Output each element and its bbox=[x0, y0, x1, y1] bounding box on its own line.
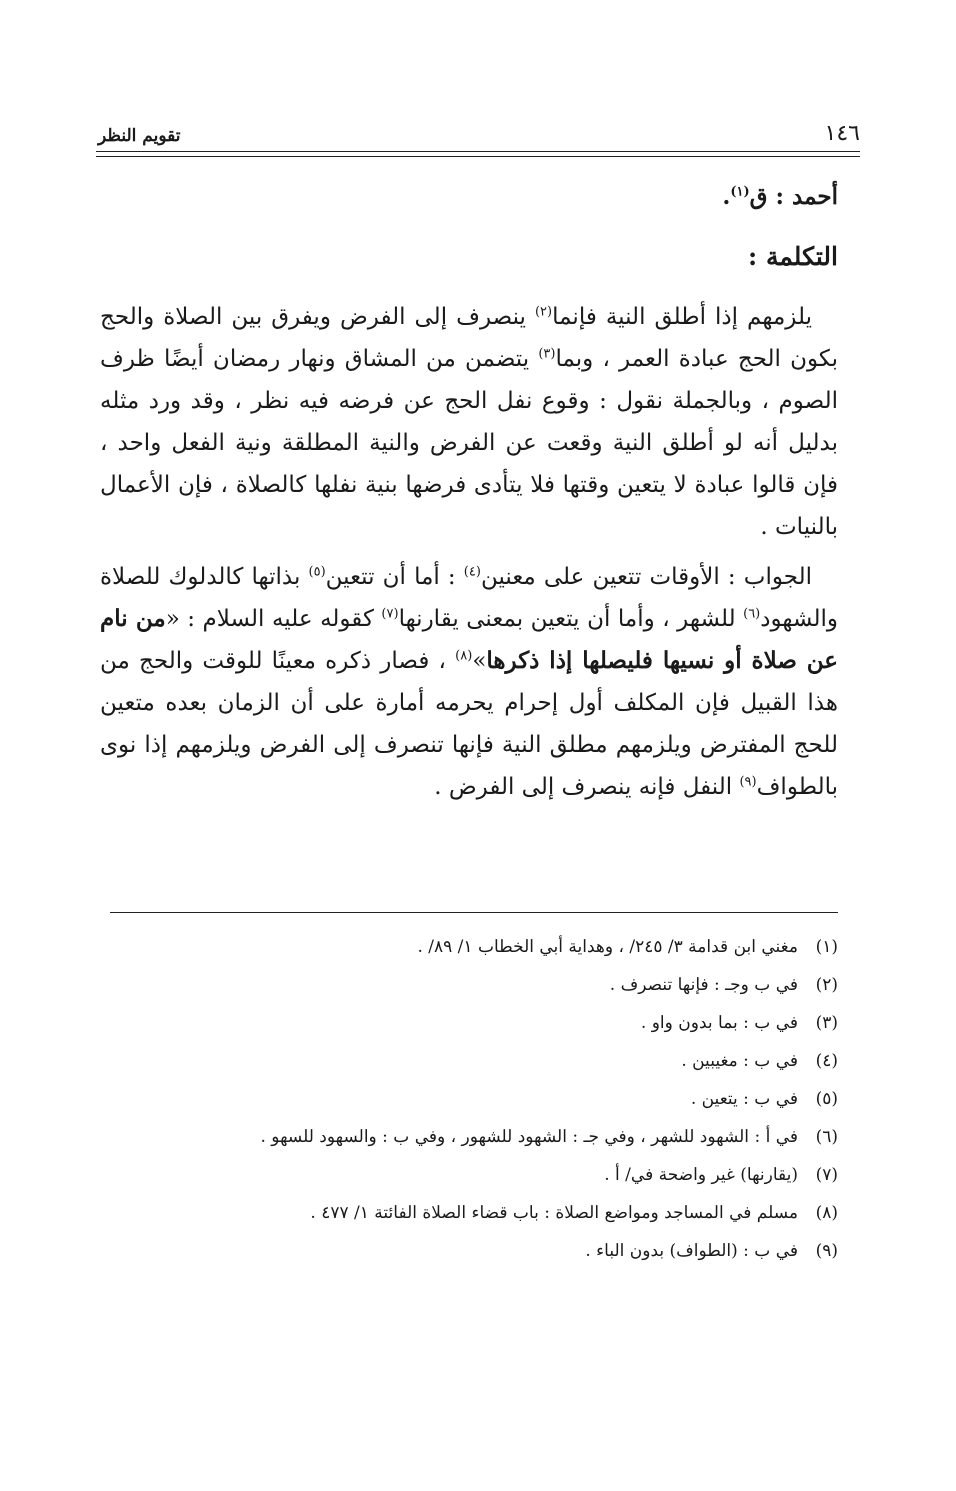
text-run: : أما أن تتعين bbox=[325, 564, 464, 590]
paragraph-1 bbox=[100, 296, 838, 548]
footnote-text: مسلم في المساجد ومواضع الصلاة : باب قضاء الصلاة الفائتة ١/ ٤٧٧ . bbox=[310, 1203, 798, 1223]
footnote-marker: (٤) bbox=[463, 564, 481, 580]
footnote-number: (٨) bbox=[815, 1203, 838, 1223]
footnote-text: في أ : الشهود للشهر ، وفي جـ : الشهود للشهور ، وفي ب : والسهود للسهو . bbox=[260, 1127, 798, 1147]
footnote-marker: (٧) bbox=[381, 606, 399, 622]
text-run: ينصرف إلى الفرض ويفرق بين الصلاة والحج بكون الحج عبادة العمر ، وبما bbox=[100, 304, 838, 372]
footnote-number: (٦) bbox=[815, 1127, 838, 1147]
footnote-number: (٣) bbox=[815, 1013, 838, 1033]
text-run: كقوله عليه السلام : « bbox=[165, 606, 382, 632]
footnote-separator bbox=[110, 912, 838, 913]
footnote-text: مغني ابن قدامة ٣/ ٢٤٥/ ، وهداية أبي الخطاب ١/ ٨٩/ . bbox=[417, 937, 798, 957]
footnote-item bbox=[100, 966, 838, 1004]
text-run: بذاتها كالدلوك للصلاة والشهود bbox=[100, 564, 838, 632]
footnote-marker: (٣) bbox=[538, 346, 556, 362]
section-heading: التكلمة : bbox=[748, 242, 838, 271]
author-line bbox=[100, 176, 838, 218]
footnote-item bbox=[100, 1004, 838, 1042]
footnote-marker: (٦) bbox=[743, 606, 761, 622]
text-run: النفل فإنه ينصرف إلى الفرض . bbox=[434, 774, 740, 800]
page-number: ١٤٦ bbox=[824, 121, 860, 146]
footnote-item bbox=[100, 1232, 838, 1270]
footnote-marker: (٢) bbox=[534, 304, 553, 320]
footnote-number: (٩) bbox=[815, 1241, 838, 1261]
footnote-item bbox=[100, 1080, 838, 1118]
footnote-marker: (٥) bbox=[308, 564, 326, 580]
footnote-number: (٧) bbox=[815, 1165, 838, 1185]
footnote-text: في ب : بما بدون واو . bbox=[640, 1013, 798, 1033]
text-run: للشهر ، وأما أن يتعين بمعنى يقارنها bbox=[398, 606, 744, 632]
author-end: . bbox=[722, 183, 731, 210]
footnote-item bbox=[100, 1118, 838, 1156]
footnote-text: في ب : (الطواف) بدون الباء . bbox=[585, 1241, 798, 1261]
footnote-text: في ب وجـ : فإنها تنصرف . bbox=[609, 975, 798, 995]
text-run: يلزمهم إذا أطلق النية فإنما bbox=[552, 304, 812, 330]
text-run: الجواب : الأوقات تتعين على معنين bbox=[480, 564, 812, 590]
footnote-number: (٥) bbox=[815, 1089, 838, 1109]
footnote-item bbox=[100, 928, 838, 966]
text-run: يتضمن من المشاق ونهار رمضان أيضًا ظرف الصوم ، وبالجملة نقول : وقوع نفل الحج عن فرضه فيه نظر ، وقد ورد مثله بدليل أنه لو أطلق النية وقعت عن الفرض والنية المطلقة ونية الفعل واحد ، فإن قالوا عبادة لا يتعين وقتها فلا يتأدى فرضها بنية نفلها كالصلاة ، فإن الأعمال بالنيات . bbox=[100, 346, 838, 540]
footnotes bbox=[100, 928, 838, 1270]
footnote-item bbox=[100, 1042, 838, 1080]
page-header bbox=[98, 112, 860, 146]
footnote-marker: (٩) bbox=[739, 774, 757, 790]
footnote-item bbox=[100, 1156, 838, 1194]
footnote-marker: (١) bbox=[730, 184, 750, 200]
hadith-quote: من نام عن صلاة أو نسيها فليصلها إذا ذكرها bbox=[100, 605, 838, 674]
footnote-marker: (٨) bbox=[455, 648, 473, 664]
footnote-number: (٤) bbox=[815, 1051, 838, 1071]
footnote-item bbox=[100, 1194, 838, 1232]
running-title: تقويم النظر bbox=[98, 126, 181, 146]
footnote-text: في ب : يتعين . bbox=[690, 1089, 798, 1109]
footnote-text: في ب : مغيبين . bbox=[681, 1051, 798, 1071]
header-rule bbox=[96, 151, 860, 152]
paragraph-2 bbox=[100, 556, 838, 808]
main-text bbox=[100, 176, 838, 816]
footnote-number: (١) bbox=[815, 937, 838, 957]
header-rule bbox=[96, 156, 860, 157]
footnote-number: (٢) bbox=[815, 975, 838, 995]
footnote-text: (يقارنها) غير واضحة في/ أ . bbox=[604, 1165, 798, 1185]
text-run: » bbox=[472, 648, 487, 674]
author-text: أحمد : ق bbox=[749, 183, 838, 210]
text-run: ، فصار ذكره معينًا للوقت والحج من هذا القبيل فإن المكلف أول إحرام يحرمه أمارة على أن الزمان بعده متعين للحج المفترض ويلزمهم مطلق النية فإنها تنصرف إلى الفرض ويلزمهم إذا نوى بالطواف bbox=[100, 648, 838, 800]
